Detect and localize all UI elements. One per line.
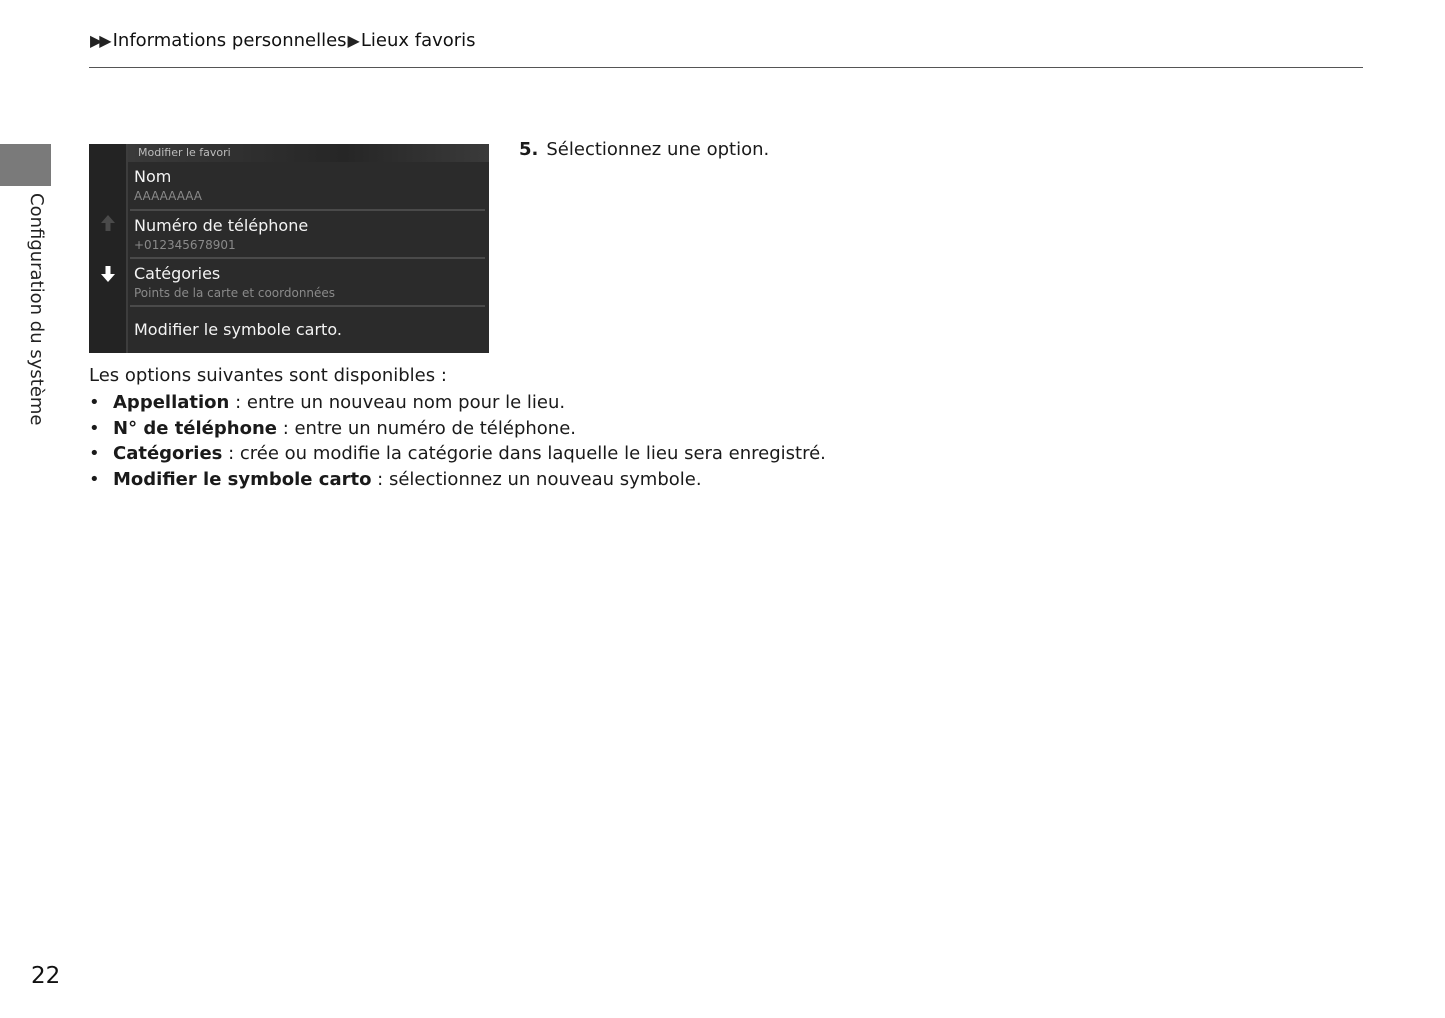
option-term: N° de téléphone bbox=[113, 417, 277, 439]
option-term: Appellation bbox=[113, 392, 230, 413]
menu-item-categories[interactable] bbox=[128, 259, 489, 305]
option-description: : crée ou modifie la catégorie dans laquelle le lieu sera enregistré. bbox=[222, 443, 826, 464]
step-text: Sélectionnez une option. bbox=[546, 139, 770, 160]
bullet-icon: • bbox=[89, 468, 100, 490]
step-number: 5. bbox=[519, 139, 539, 160]
option-description: : entre un numéro de téléphone. bbox=[276, 417, 576, 439]
header-rule bbox=[89, 67, 1363, 68]
navigation-screen bbox=[89, 144, 489, 353]
bullet-icon: • bbox=[89, 417, 100, 439]
option-term: Modifier le symbole carto bbox=[113, 468, 372, 490]
bullet-icon: • bbox=[89, 443, 100, 464]
menu-item-value: +012345678901 bbox=[134, 238, 236, 252]
options-list bbox=[89, 390, 826, 492]
menu-item-name[interactable] bbox=[128, 162, 489, 209]
menu-item-value: Points de la carte et coordonnées bbox=[134, 286, 336, 300]
arrow-icon: ▶ bbox=[347, 30, 360, 50]
menu-item-map-symbol[interactable] bbox=[128, 307, 489, 353]
list-item bbox=[89, 441, 826, 467]
chapter-label: Configuration du système bbox=[26, 193, 47, 426]
option-term: Catégories bbox=[113, 443, 223, 464]
breadcrumb bbox=[90, 28, 476, 52]
menu-item-title: Nom bbox=[134, 167, 172, 186]
list-item bbox=[89, 467, 826, 493]
double-arrow-icon: ▶▶ bbox=[90, 30, 109, 50]
scroll-rail bbox=[89, 144, 128, 353]
list-item bbox=[89, 390, 826, 416]
chapter-tab bbox=[0, 144, 51, 186]
menu-item-title: Numéro de téléphone bbox=[134, 216, 309, 235]
bullet-icon: • bbox=[89, 392, 100, 413]
breadcrumb-subsection: Lieux favoris bbox=[360, 29, 476, 51]
breadcrumb-section: Informations personnelles bbox=[112, 29, 347, 51]
page-number: 22 bbox=[31, 963, 61, 989]
menu-item-value: AAAAAAAA bbox=[134, 189, 203, 203]
list-item bbox=[89, 416, 826, 442]
scroll-down-icon[interactable] bbox=[100, 265, 116, 283]
menu-item-title: Catégories bbox=[134, 264, 221, 283]
option-description: : entre un nouveau nom pour le lieu. bbox=[229, 392, 566, 413]
menu-item-phone[interactable] bbox=[128, 211, 489, 257]
option-description: : sélectionnez un nouveau symbole. bbox=[371, 468, 702, 490]
screen-title: Modifier le favori bbox=[128, 144, 489, 162]
step-instruction bbox=[519, 139, 769, 160]
menu-item-title: Modifier le symbole carto. bbox=[134, 320, 342, 339]
scroll-up-icon[interactable] bbox=[100, 214, 116, 232]
options-intro: Les options suivantes sont disponibles : bbox=[89, 365, 447, 386]
